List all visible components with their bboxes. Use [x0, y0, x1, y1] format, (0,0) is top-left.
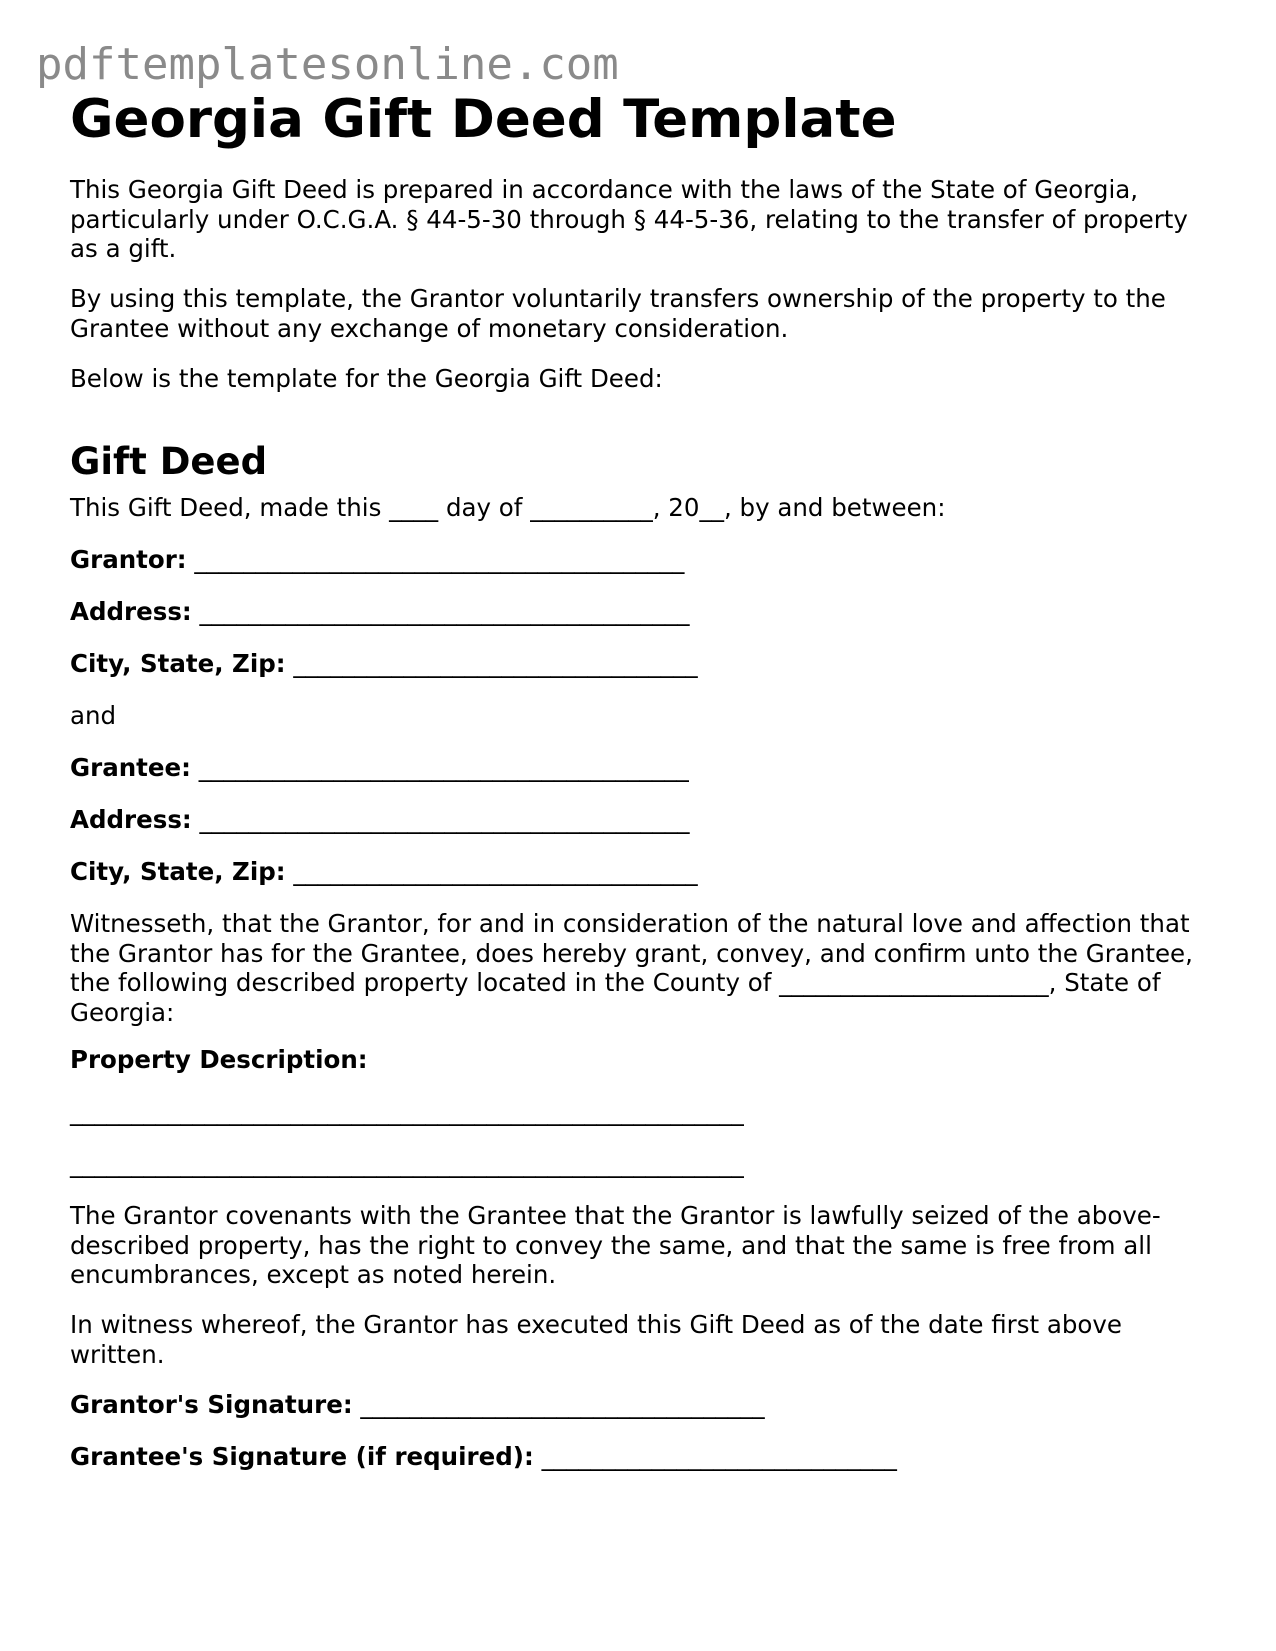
grantor-address-field [70, 597, 690, 627]
grantee-city-state-zip-label: City, State, Zip: [70, 857, 286, 886]
grantee-city-state-zip-blank[interactable]: _________________________________ [293, 857, 698, 886]
grantee-signature-blank[interactable]: _____________________________ [541, 1442, 897, 1471]
in-witness-paragraph: In witness whereof, the Grantor has executed this Gift Deed as of the date first above written. [70, 1310, 1122, 1369]
property-description-blank-1[interactable]: _______________________________________________________ [70, 1097, 744, 1126]
intro-paragraph-voluntary-transfer: By using this template, the Grantor voluntarily transfers ownership of the property to the Grantee without any exchange of monetary consideration. [70, 284, 1166, 343]
grantor-city-state-zip-blank[interactable]: _________________________________ [293, 649, 698, 678]
grantor-signature-blank[interactable]: _________________________________ [360, 1390, 765, 1419]
grantee-address-label: Address: [70, 805, 192, 834]
grantor-name-field [70, 545, 684, 575]
grantor-name-blank[interactable]: ________________________________________ [194, 545, 685, 574]
document-title: Georgia Gift Deed Template [70, 89, 897, 150]
grantor-signature-field [70, 1390, 765, 1420]
grantor-signature-label: Grantor's Signature: [70, 1390, 353, 1419]
grantee-name-label: Grantee: [70, 753, 191, 782]
property-description-label: Property Description: [70, 1045, 368, 1074]
grantee-city-state-zip-field [70, 857, 698, 887]
section-heading-gift-deed: Gift Deed [70, 440, 268, 483]
intro-paragraph-legal-basis: This Georgia Gift Deed is prepared in accordance with the laws of the State of Georgia, particularly under O.C.G.A. § 44-5-30 through § 44-5-36, relating to the transfer of property as a gift. [70, 175, 1188, 263]
grantor-city-state-zip-label: City, State, Zip: [70, 649, 286, 678]
grantor-name-label: Grantor: [70, 545, 187, 574]
grantee-address-field [70, 805, 690, 835]
property-description-blank-2[interactable]: _______________________________________________________ [70, 1149, 744, 1178]
grantor-address-label: Address: [70, 597, 192, 626]
grantee-name-blank[interactable]: ________________________________________ [198, 753, 689, 782]
deed-date-line: This Gift Deed, made this ____ day of __________, 20__, by and between: [70, 493, 946, 522]
grantor-city-state-zip-field [70, 649, 698, 679]
grantee-name-field [70, 753, 689, 783]
intro-paragraph-template-note: Below is the template for the Georgia Gift Deed: [70, 364, 663, 393]
covenant-paragraph: The Grantor covenants with the Grantee that the Grantor is lawfully seized of the above-described property, has the right to convey the same, and that the same is free from all encumbrances, except as noted herein. [70, 1201, 1161, 1289]
site-watermark: pdftemplatesonline.com [36, 39, 619, 90]
and-connector: and [70, 701, 117, 730]
witnesseth-paragraph: Witnesseth, that the Grantor, for and in consideration of the natural love and affection that the Grantor has for the Grantee, does hereby grant, convey, and confirm unto the Grantee, the following described property located in the County of ______________________, State of Georgia: [70, 909, 1193, 1027]
grantee-signature-field [70, 1442, 897, 1472]
grantee-address-blank[interactable]: ________________________________________ [199, 805, 690, 834]
grantee-signature-label: Grantee's Signature (if required): [70, 1442, 534, 1471]
grantor-address-blank[interactable]: ________________________________________ [199, 597, 690, 626]
